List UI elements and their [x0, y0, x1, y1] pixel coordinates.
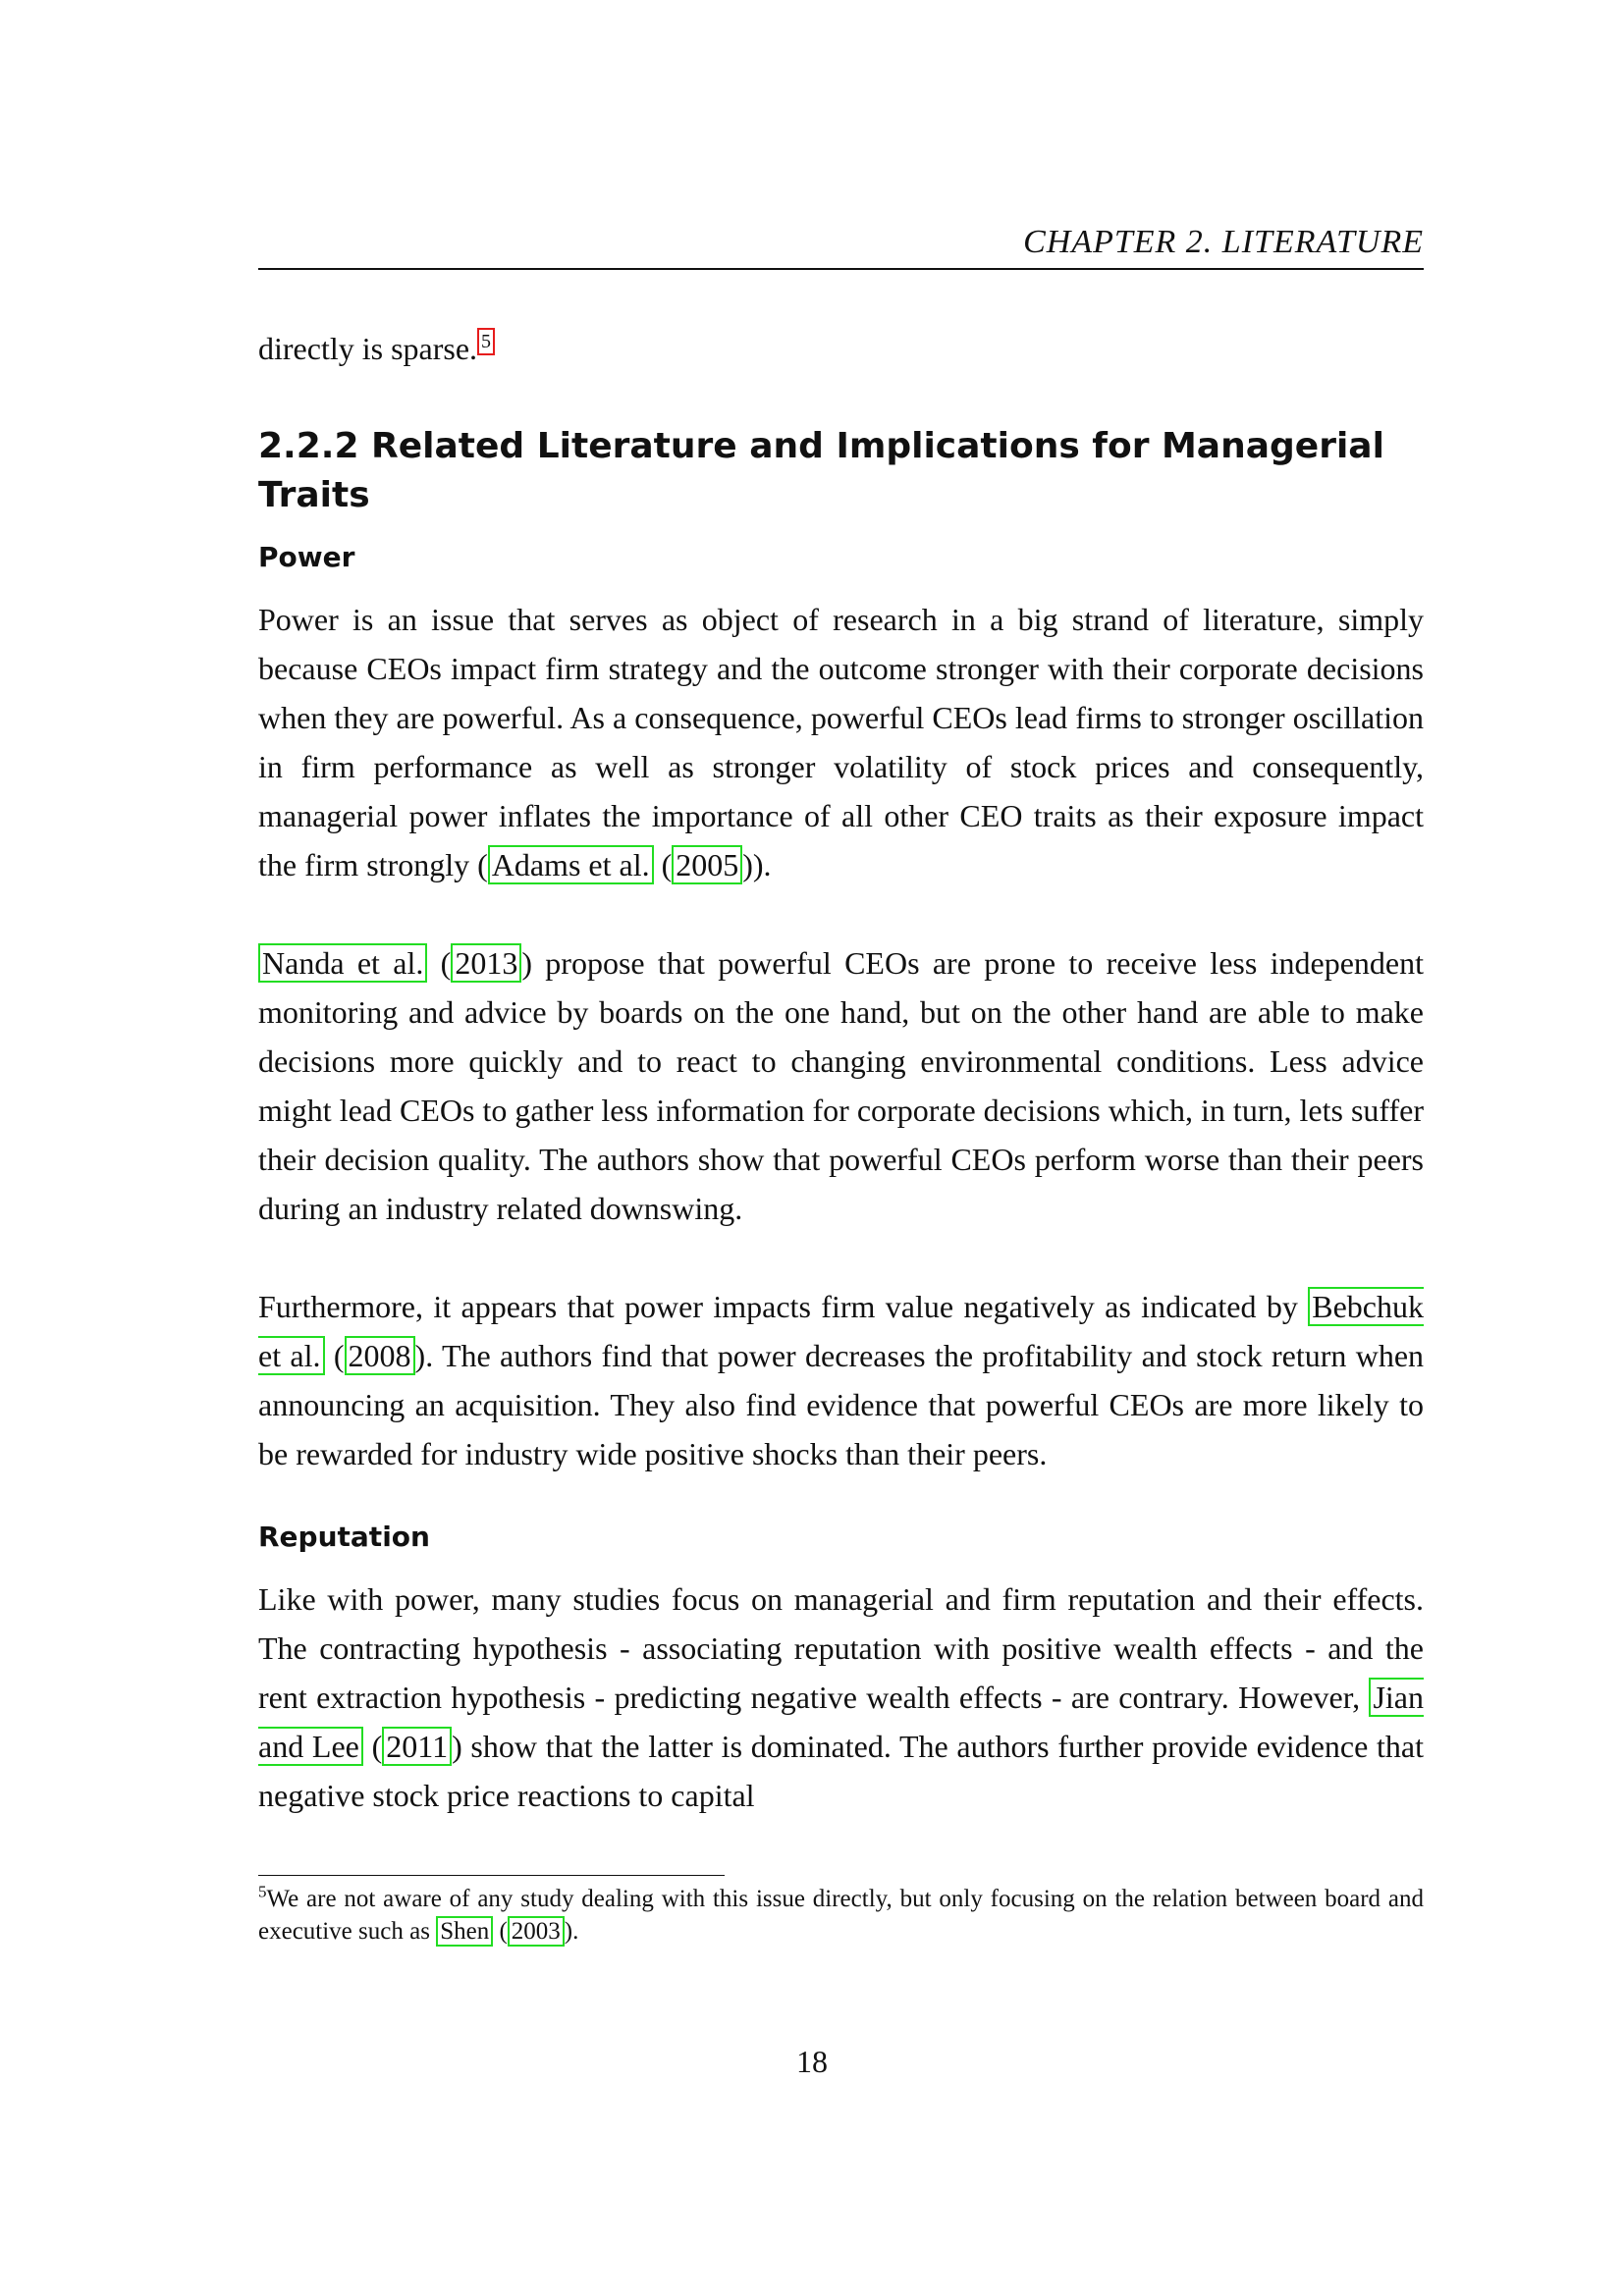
main-body [258, 324, 1424, 1820]
citation-year-link[interactable]: 2011 [382, 1727, 452, 1766]
section-heading: 2.2.2 Related Literature and Implications for Managerial Traits [258, 426, 1384, 515]
page-number: 18 [796, 2044, 828, 2079]
power-paragraph-1: Power is an issue that serves as object of research in a big strand of literature, simply because CEOs impact firm strategy and the outcome stronger with their corporate decisions when they are powerful. As a consequence, powerful CEOs lead firms to stronger oscillation in firm performance as well as stronger volatility of stock prices and consequently, managerial power inflates the importance of all other CEO traits as their exposure impact the firm strongly ( Adams et al. ( 2005 )). [258, 602, 1424, 882]
citation-year-link[interactable]: 2008 [345, 1336, 415, 1375]
subsection-heading-power: Power [258, 541, 355, 573]
footnote-number: 5 [258, 1882, 267, 1901]
footnote-ref-link[interactable]: 5 [477, 328, 495, 355]
running-header: CHAPTER 2. LITERATURE [1023, 224, 1424, 260]
citation-year-link[interactable]: 2013 [451, 943, 521, 983]
reputation-paragraph-1: Like with power, many studies focus on managerial and firm reputation and their effects. The contracting hypothesis - associating reputation with positive wealth effects - and the rent extraction hypothesis - predicting negative wealth effects - are contrary. However, Jian and Lee ( 2011 ) show that the latter is dominated. The authors further provide evidence that negative stock price reactions to capital [258, 1581, 1425, 1813]
citation-link[interactable]: Jian and Lee [258, 1680, 1424, 1764]
citation-link[interactable]: Shen [436, 1916, 493, 1947]
header-rule [258, 268, 1424, 270]
citation-link[interactable]: Bebchuk et al. [258, 1289, 1424, 1373]
power-paragraph-2: Nanda et al. ( 2013 ) propose that powerful CEOs are prone to receive less independent monitoring and advice by boards on the one hand, but on the other hand are able to make decisions more quickly and to react to changing environmental conditions. Less advice might lead CEOs to gather less information for corporate decisions which, in turn, lets suffer their decision quality. The authors show that powerful CEOs perform worse than their peers during an industry related downswing. [258, 945, 1425, 1226]
footnote: $^5$We are not aware of any study dealing with this issue directly, but only focusing on the relation between board and executive such as Shen ( 2003 ). [258, 1882, 1424, 1945]
intro-fragment: directly is sparse. $^5$ [258, 324, 1424, 373]
subsection-heading-reputation: Reputation [258, 1521, 430, 1553]
citation-year-link[interactable]: 2003 [508, 1916, 565, 1947]
footnote-rule [258, 1875, 725, 1876]
citation-link[interactable]: Nanda et al. [258, 943, 427, 983]
citation-year-link[interactable]: 2005 [672, 845, 742, 884]
power-paragraph-3: Furthermore, it appears that power impacts firm value negatively as indicated by Bebchuk et al. ( 2008 ). The authors find that power decreases the profitability and stock return when announcing an acquisition. They also find evidence that powerful CEOs are more likely to be rewarded for industry wide positive shocks than their peers. [258, 1289, 1425, 1471]
citation-link[interactable]: Adams et al. [488, 845, 654, 884]
